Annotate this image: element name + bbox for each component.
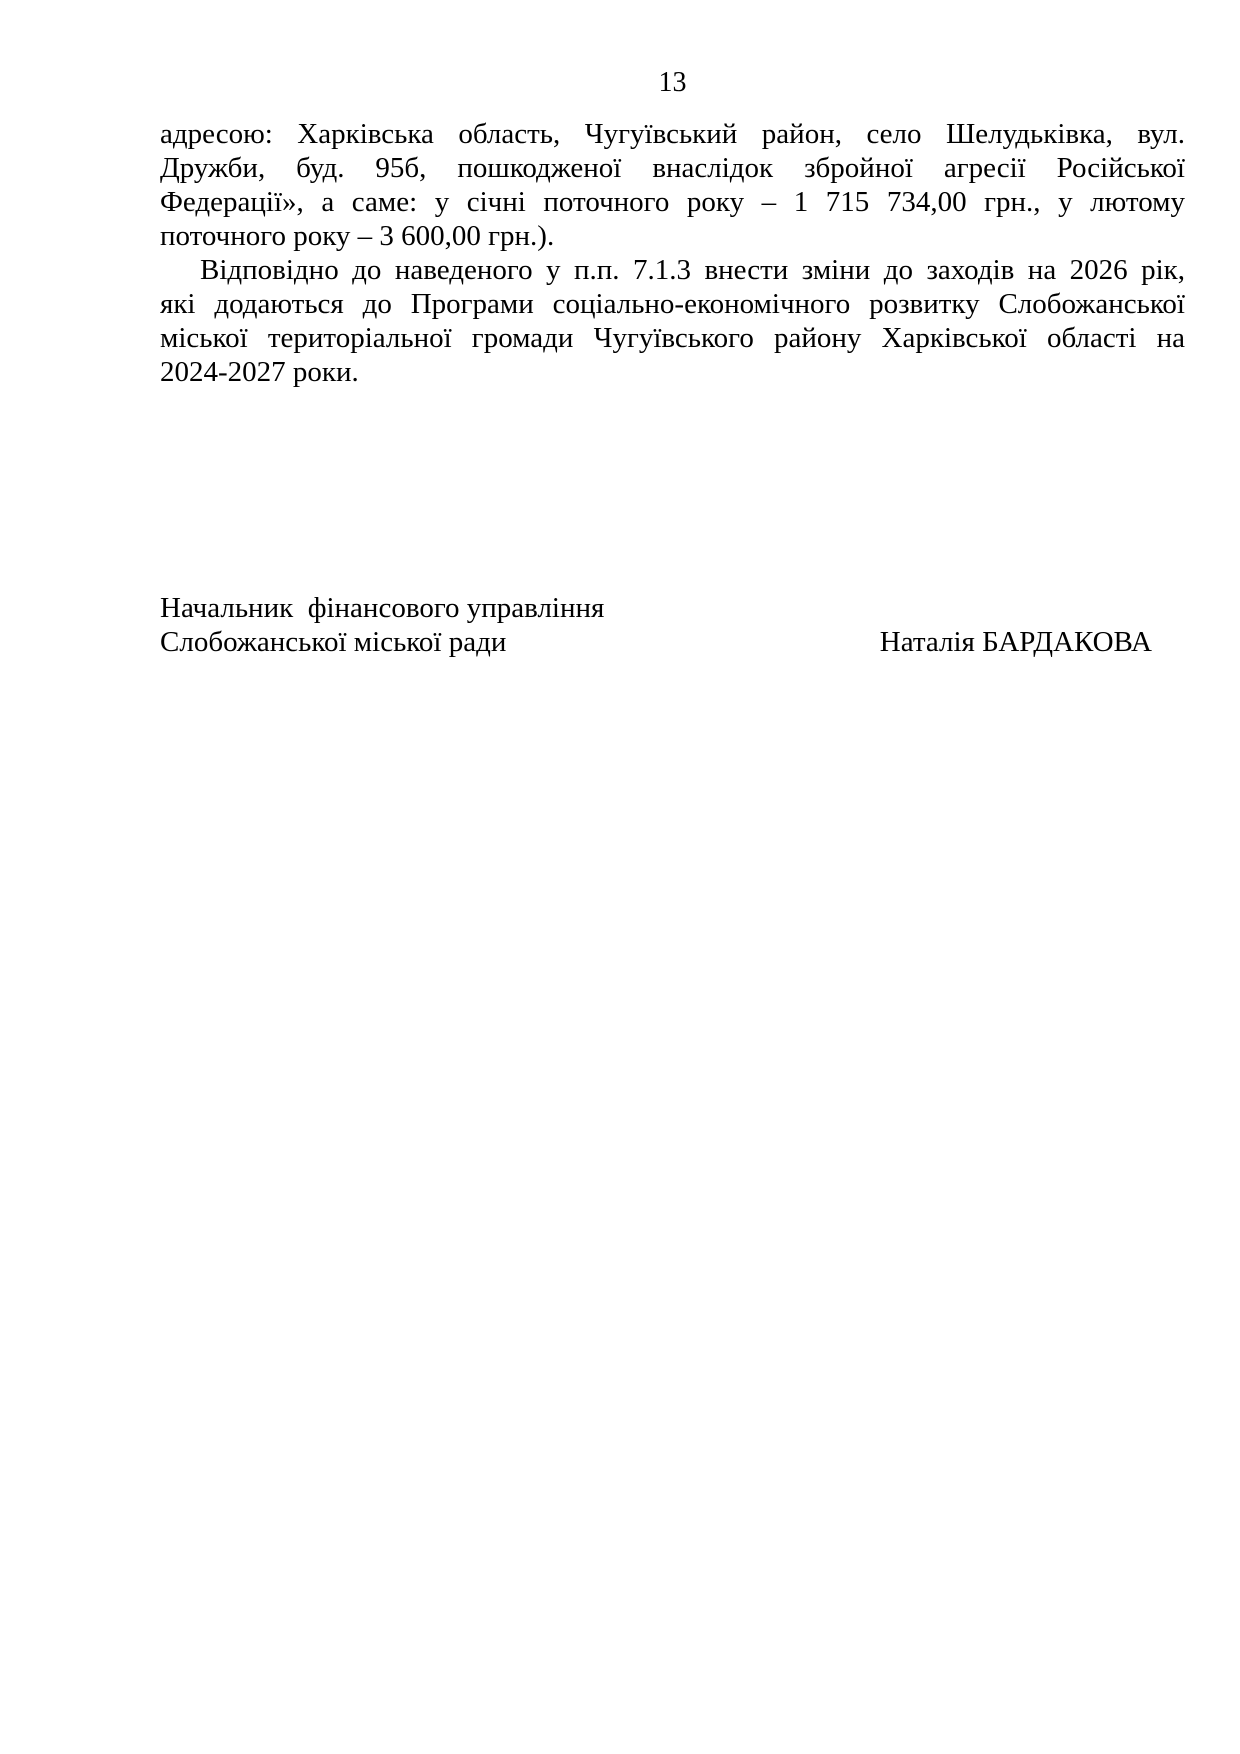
signature-row bbox=[160, 625, 1185, 659]
signee-name: Наталія БАРДАКОВА bbox=[879, 626, 1152, 658]
page-number: 13 bbox=[658, 67, 687, 98]
signature-title-line-2: Слобожанської міської ради bbox=[160, 626, 507, 658]
body-text-line: адресою: Харківська область, Чугуївський район, село Шелудьківка, вул. bbox=[160, 118, 1185, 150]
body-text-line: міської територіальної громади Чугуївського району Харківської області на bbox=[160, 322, 1185, 354]
body-text-line: Федерації», а саме: у січні поточного року – 1 715 734,00 грн., у лютому bbox=[160, 186, 1185, 218]
body-text-line: Відповідно до наведеного у п.п. 7.1.3 внести зміни до заходів на 2026 рік, bbox=[200, 254, 1185, 286]
document-body bbox=[160, 117, 1185, 389]
paragraph-2 bbox=[160, 253, 1185, 389]
signature-block bbox=[160, 591, 1185, 659]
signature-title-line-1: Начальник фінансового управління bbox=[160, 592, 605, 624]
paragraph-continuation bbox=[160, 117, 1185, 253]
body-text-line: які додаються до Програми соціально-економічного розвитку Слобожанської bbox=[160, 288, 1185, 320]
body-text-line: Дружби, буд. 95б, пошкодженої внаслідок збройної агресії Російської bbox=[160, 152, 1185, 184]
body-text-line: 2024-2027 роки. bbox=[160, 356, 359, 388]
body-text-line: поточного року – 3 600,00 грн.). bbox=[160, 220, 555, 252]
